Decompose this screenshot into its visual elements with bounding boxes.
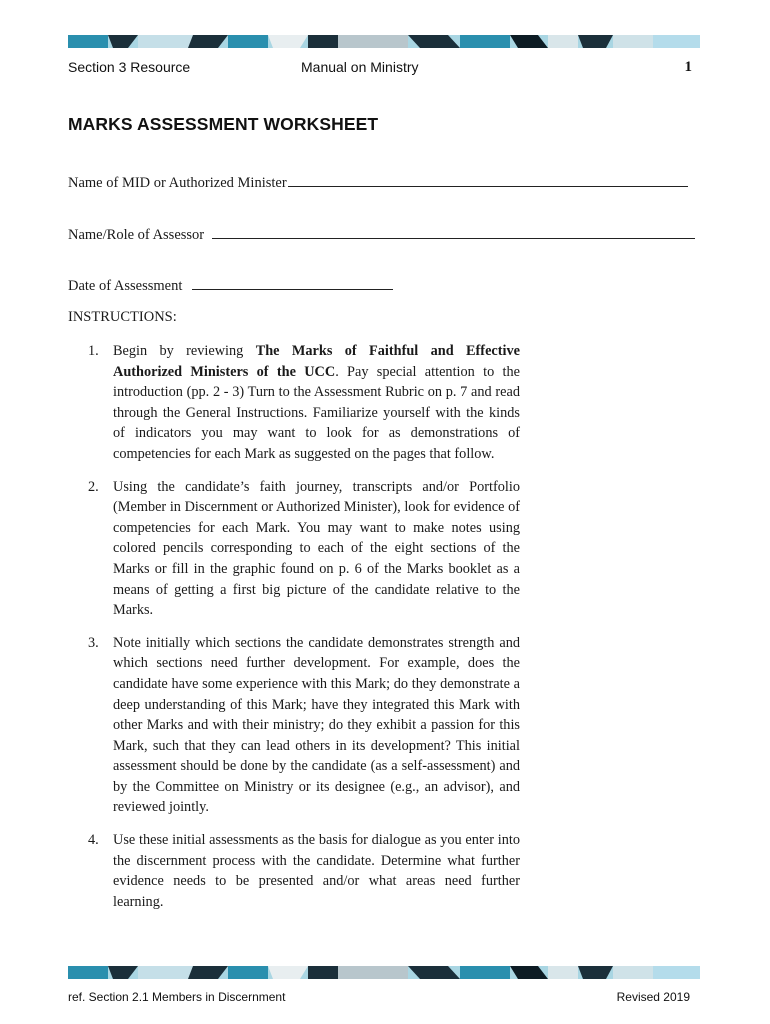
instruction-item-4 <box>68 830 520 912</box>
assessor-field <box>68 224 695 244</box>
instruction-item-3 <box>68 633 520 818</box>
instructions-list <box>68 341 520 924</box>
instruction-text: Use these initial assessments as the basis for dialogue as you enter into the discernment process with the candidate. Determine what further evidence needs to be presented and/or what areas need further learning. <box>113 832 520 910</box>
assessment-date-label: Date of Assessment <box>68 278 183 294</box>
instruction-number: 3. <box>88 634 99 651</box>
instruction-item-2 <box>68 477 520 621</box>
instruction-text: Note initially which sections the candidate demonstrates strength and which sections need further development. For example, does the candidate have some experience with this Mark; do they demonstrate a deep understanding of this Mark; have they integrated this Mark with other Marks and with their ministry; do they exhibit a passion for this Mark, such that they can lead others in its development? This initial assessment should be done by the candidate (as a self-assessment) and by the Committee on Ministry or its designee (e.g., an advisor), and reviewed jointly. <box>113 634 520 816</box>
assessment-date-blank[interactable] <box>192 275 393 290</box>
assessment-date-field <box>68 275 393 295</box>
mid-name-field <box>68 172 688 192</box>
page-number: 1 <box>684 59 692 75</box>
mid-name-blank[interactable] <box>288 172 688 187</box>
manual-title: Manual on Ministry <box>301 59 419 75</box>
instruction-item-1 <box>68 341 520 465</box>
footer-reference: ref. Section 2.1 Members in Discernment <box>68 990 286 1004</box>
instruction-number: 4. <box>88 832 99 849</box>
bottom-decorative-banner <box>68 966 700 979</box>
instruction-number: 1. <box>88 343 99 359</box>
worksheet-title: MARKS ASSESSMENT WORKSHEET <box>68 114 379 134</box>
assessor-blank[interactable] <box>212 224 695 239</box>
marks-document-title: The Marks of Faithful and Effective Authorized Ministers of the UCC <box>113 343 520 380</box>
mid-name-label: Name of MID or Authorized Minister <box>68 175 287 191</box>
instruction-text: Using the candidate’s faith journey, transcripts and/or Portfolio (Member in Discernment or Authorized Minister), look for evidence of competencies for each Mark. You may want to make notes using colored pencils corresponding to each of the eight sections of the Marks or fill in the graphic found on p. 6 of the Marks booklet as a means of getting a first big picture of the candidate relative to the Marks. <box>113 478 520 619</box>
assessor-label: Name/Role of Assessor <box>68 227 205 243</box>
instruction-number: 2. <box>88 478 99 495</box>
section-label: Section 3 Resource <box>68 59 191 75</box>
instruction-text-rest: . Pay special attention to the introduction (pp. 2 - 3) Turn to the Assessment Rubric on p. 7 and read through the General Instructions. Familiarize yourself with the kinds of indicators you may want to look for as demonstrations of competencies for each Mark as suggested on the pages that follow. <box>113 363 520 462</box>
instruction-text-intro: Begin by reviewing <box>113 343 256 359</box>
instructions-heading: INSTRUCTIONS: <box>68 309 177 325</box>
page-header <box>68 59 700 79</box>
footer-revised: Revised 2019 <box>616 990 690 1004</box>
top-decorative-banner <box>68 35 700 48</box>
